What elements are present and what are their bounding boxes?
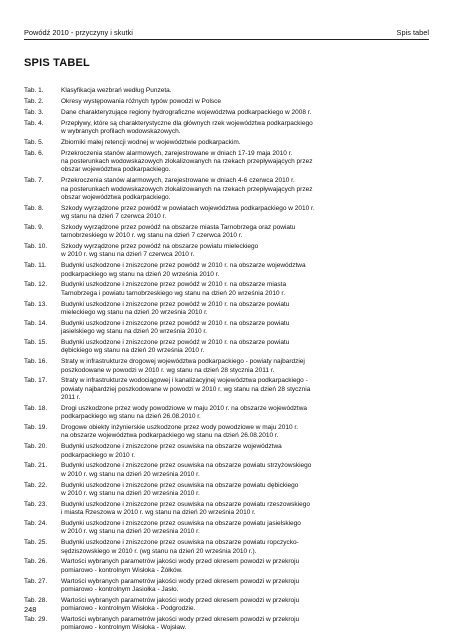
table-number: Tab. 6. — [24, 149, 44, 157]
caption-line: Przepływy, które są charakterystyczne dla głównych rzek województwa podkarpackiego — [61, 119, 313, 127]
table-caption — [61, 501, 430, 518]
table-caption — [61, 262, 430, 279]
list-item[interactable] — [24, 424, 430, 441]
caption-line: sędziszowskiego w 2010 r. (wg stanu na dzień 20 września 2010 r.). — [61, 547, 257, 555]
table-caption — [61, 281, 430, 298]
table-caption — [61, 482, 430, 499]
caption-line: Budynki uszkodzone i zniszczone przez osuwiska na obszarze województwa — [61, 443, 282, 451]
caption-line: podkarpackiego wg stanu na dzień 26.08.2010 r. — [61, 413, 201, 421]
list-item[interactable] — [24, 262, 430, 279]
caption-line: wg stanu na dzień 7 czerwca 2010 r. — [61, 213, 167, 221]
caption-line: Drogowe obiekty inżynierskie uszkodzone przez wody powodziowe w maju 2010 r. — [61, 424, 299, 432]
list-item[interactable] — [24, 98, 430, 106]
table-number: Tab. 24. — [24, 520, 48, 528]
page-number: 248 — [24, 605, 37, 614]
caption-line: w wybranych profilach wodowskazowych. — [61, 127, 181, 135]
table-caption — [61, 150, 430, 175]
table-number: Tab. 9. — [24, 223, 44, 231]
list-item[interactable] — [24, 616, 430, 633]
caption-line: 2011 r. — [61, 394, 81, 401]
table-caption — [61, 597, 430, 614]
caption-line: Budynki uszkodzone i zniszczone przez powódź w 2010 r. na obszarze powiatu — [61, 300, 290, 308]
table-caption — [61, 424, 430, 441]
caption-line: w 2010 r. wg stanu na dzień 20 września 2010 r. — [61, 470, 200, 478]
table-caption — [61, 98, 430, 106]
list-item[interactable] — [24, 539, 430, 556]
table-number: Tab. 8. — [24, 204, 44, 212]
table-caption — [61, 377, 430, 402]
caption-line: obszar województwa podkarpackiego. — [61, 193, 171, 201]
list-item[interactable] — [24, 578, 430, 595]
caption-line: Przekroczenia stanów alarmowych, zarejestrowane w dniach 17-19 maja 2010 r. — [61, 149, 293, 157]
page-title: SPIS TABEL — [24, 57, 90, 69]
table-number: Tab. 20. — [24, 443, 48, 451]
table-number: Tab. 1. — [24, 87, 44, 94]
caption-line: Budynki uszkodzone i zniszczone przez osuwiska na obszarze powiatu rzeszowskiego — [61, 500, 310, 508]
list-item[interactable] — [24, 301, 430, 318]
list-item[interactable] — [24, 377, 430, 402]
table-number: Tab. 4. — [24, 119, 44, 127]
running-header — [24, 28, 429, 37]
caption-line: w 2010 r. wg stanu na dzień 20 września 2010 r. — [61, 528, 200, 536]
caption-line: dębickiego wg stanu na dzień 20 września 2010 r. — [61, 347, 205, 355]
list-item[interactable] — [24, 597, 430, 614]
table-caption — [61, 120, 430, 137]
table-caption — [61, 87, 430, 95]
list-item[interactable] — [24, 320, 430, 337]
caption-line: Straty w infrastrukturze drogowej województwa podkarpackiego - powiaty najbardziej — [61, 358, 305, 366]
caption-line: mieleckiego wg stanu na dzień 20 września 2010 r. — [61, 308, 208, 316]
table-caption — [61, 301, 430, 318]
list-item[interactable] — [24, 462, 430, 479]
caption-line: w 2010 r. wg stanu na dzień 7 czerwca 2010 r. — [61, 251, 195, 259]
list-item[interactable] — [24, 139, 430, 147]
caption-line: Budynki uszkodzone i zniszczone przez powódź w 2010 r. na obszarze województwa — [61, 262, 306, 270]
table-caption — [61, 339, 430, 356]
table-number: Tab. 26. — [24, 558, 48, 566]
caption-line: Wartości wybranych parametrów jakości wody przed okresem powodzi w przekroju — [61, 558, 300, 566]
table-number: Tab. 18. — [24, 404, 48, 412]
caption-line: pomiarowo - kontrolnym Jasiołka - Jasło. — [61, 585, 179, 593]
caption-line: Wartości wybranych parametrów jakości wody przed okresem powodzi w przekroju — [61, 615, 300, 623]
table-number: Tab. 22. — [24, 481, 48, 489]
list-item[interactable] — [24, 558, 430, 575]
caption-line: Tarnobrzega i powiatu tarnobrzeskiego wg stanu na dzień 20 września 2010 r. — [61, 289, 286, 297]
caption-line: Budynki uszkodzone i zniszczone przez osuwiska na obszarze powiatu jasielskiego — [61, 520, 301, 528]
table-number: Tab. 13. — [24, 300, 48, 308]
table-number: Tab. 5. — [24, 138, 44, 146]
list-item[interactable] — [24, 109, 430, 117]
table-caption — [61, 205, 430, 222]
table-number: Tab. 23. — [24, 500, 48, 508]
table-list — [24, 87, 430, 635]
caption-line: Budynki uszkodzone i zniszczone przez powódź w 2010 r. na obszarze miasta — [61, 281, 287, 289]
caption-line: Klasyfikacja wezbrań według Punzeta. — [61, 87, 172, 94]
caption-line: Wartości wybranych parametrów jakości wody przed okresem powodzi w przekroju — [61, 596, 300, 604]
caption-line: Wartości wybranych parametrów jakości wody przed okresem powodzi w przekroju — [61, 577, 300, 585]
caption-line: Szkody wyrządzone przez powódź w powiatach województwa podkarpackiego w 2010 r. — [61, 204, 315, 212]
caption-line: pomiarowo - kontrolnym Wisłoka - Wojsław. — [61, 624, 187, 632]
table-caption — [61, 520, 430, 537]
table-number: Tab. 25. — [24, 539, 48, 547]
caption-line: tarnobrzeskiego w 2010 r. wg stanu na dzień 7 czerwca 2010 r. — [61, 232, 243, 240]
table-number: Tab. 16. — [24, 358, 48, 366]
table-caption — [61, 462, 430, 479]
list-item[interactable] — [24, 358, 430, 375]
table-number: Tab. 2. — [24, 97, 44, 105]
caption-line: podkarpackiego wg stanu na dzień 20 września 2010 r. — [61, 270, 220, 278]
caption-line: na posterunkach wodowskazowych zlokalizowanych na rzekach przepływających przez — [61, 185, 313, 193]
header-left: Powódź 2010 - przyczyny i skutki — [24, 28, 133, 37]
table-caption — [61, 109, 430, 117]
caption-line: Zbiorniki małej retencji wodnej w województwie podkarpackim. — [61, 138, 241, 146]
table-number: Tab. 3. — [24, 108, 44, 116]
caption-line: Budynki uszkodzone i zniszczone przez osuwiska na obszarze powiatu ropczycko- — [61, 539, 299, 547]
caption-line: Budynki uszkodzone i zniszczone przez osuwiska na obszarze powiatu strzyżowskiego — [61, 462, 312, 470]
caption-line: Budynki uszkodzone i zniszczone przez powódź w 2010 r. na obszarze powiatu — [61, 319, 290, 327]
table-caption — [61, 139, 430, 147]
header-right: Spis tabel — [396, 28, 429, 37]
caption-line: podkarpackiego w 2010 r. — [61, 451, 136, 459]
caption-line: Szkody wyrządzone przez powódź na obszarze powiatu mieleckiego — [61, 243, 259, 251]
table-number: Tab. 17. — [24, 377, 48, 385]
caption-line: jasielskiego wg stanu na dzień 20 września 2010 r. — [61, 328, 207, 336]
caption-line: i miasta Rzeszowa w 2010 r. wg stanu na dzień 20 września 2010 r. — [61, 509, 256, 517]
caption-line: na obszarze województwa podkarpackiego wg stanu na dzień 26.08.2010 r. — [61, 432, 279, 440]
caption-line: w 2010 r. wg stanu na dzień 20 września 2010 r. — [61, 489, 200, 497]
table-number: Tab. 27. — [24, 577, 48, 585]
table-caption — [61, 224, 430, 241]
header-divider — [24, 39, 429, 40]
caption-line: obszar województwa podkarpackiego. — [61, 166, 171, 174]
caption-line: poszkodowane w powodzi w 2010 r. wg stanu na dzień 28 stycznia 2011 r. — [61, 366, 275, 374]
caption-line: powiaty najbardziej poszkodowane w powodzi w 2010 r. wg stanu na dzień 28 stycznia — [61, 385, 311, 393]
list-item[interactable] — [24, 405, 430, 422]
list-item[interactable] — [24, 177, 430, 202]
list-item[interactable] — [24, 501, 430, 518]
table-number: Tab. 21. — [24, 462, 48, 470]
table-number: Tab. 12. — [24, 281, 48, 289]
table-caption — [61, 539, 430, 556]
list-item[interactable] — [24, 443, 430, 460]
table-caption — [61, 358, 430, 375]
list-item[interactable] — [24, 243, 430, 260]
list-item[interactable] — [24, 482, 430, 499]
list-item[interactable] — [24, 87, 430, 95]
caption-line: Budynki uszkodzone i zniszczone przez powódź w 2010 r. na obszarze powiatu — [61, 339, 290, 347]
table-caption — [61, 443, 430, 460]
caption-line: Szkody wyrządzone przez powódź na obszarze miasta Tarnobrzega oraz powiatu — [61, 223, 296, 231]
list-item[interactable] — [24, 150, 430, 175]
caption-line: Dane charakteryzujące regiony hydrograficzne województwa podkarpackiego w 2008 r. — [61, 108, 312, 116]
caption-line: na posterunkach wodowskazowych zlokalizowanych na rzekach przepływających przez — [61, 158, 313, 166]
caption-line: Okresy występowania różnych typów powodzi w Polsce — [61, 97, 222, 105]
table-caption — [61, 177, 430, 202]
caption-line: pomiarowo - kontrolnym Wisłoka - Żółków. — [61, 566, 183, 574]
caption-line: Przekroczenia stanów alarmowych, zarejestrowane w dniach 4-6 czerwca 2010 r. — [61, 177, 295, 185]
table-number: Tab. 15. — [24, 339, 48, 347]
table-number: Tab. 29. — [24, 615, 48, 623]
list-item[interactable] — [24, 120, 430, 137]
caption-line: pomiarowo - kontrolnym Wisłoka - Podgrodzie. — [61, 605, 196, 613]
table-number: Tab. 10. — [24, 243, 48, 251]
table-caption — [61, 616, 430, 633]
table-number: Tab. 28. — [24, 596, 48, 604]
table-caption — [61, 558, 430, 575]
list-item[interactable] — [24, 224, 430, 241]
table-caption — [61, 578, 430, 595]
table-number: Tab. 11. — [24, 262, 47, 270]
table-caption — [61, 405, 430, 422]
table-number: Tab. 14. — [24, 319, 48, 327]
table-number: Tab. 19. — [24, 424, 48, 432]
caption-line: Drogi uszkodzone przez wody powodziowe w maju 2010 r. na obszarze województwa — [61, 404, 308, 412]
list-item[interactable] — [24, 205, 430, 222]
caption-line: Budynki uszkodzone i zniszczone przez osuwiska na obszarze powiatu dębickiego — [61, 481, 299, 489]
table-caption — [61, 243, 430, 260]
list-item[interactable] — [24, 281, 430, 298]
caption-line: Straty w infrastrukturze wodociągowej i kanalizacyjnej województwa podkarpackiego - — [61, 377, 308, 385]
list-item[interactable] — [24, 339, 430, 356]
table-caption — [61, 320, 430, 337]
list-item[interactable] — [24, 520, 430, 537]
table-number: Tab. 7. — [24, 177, 44, 185]
